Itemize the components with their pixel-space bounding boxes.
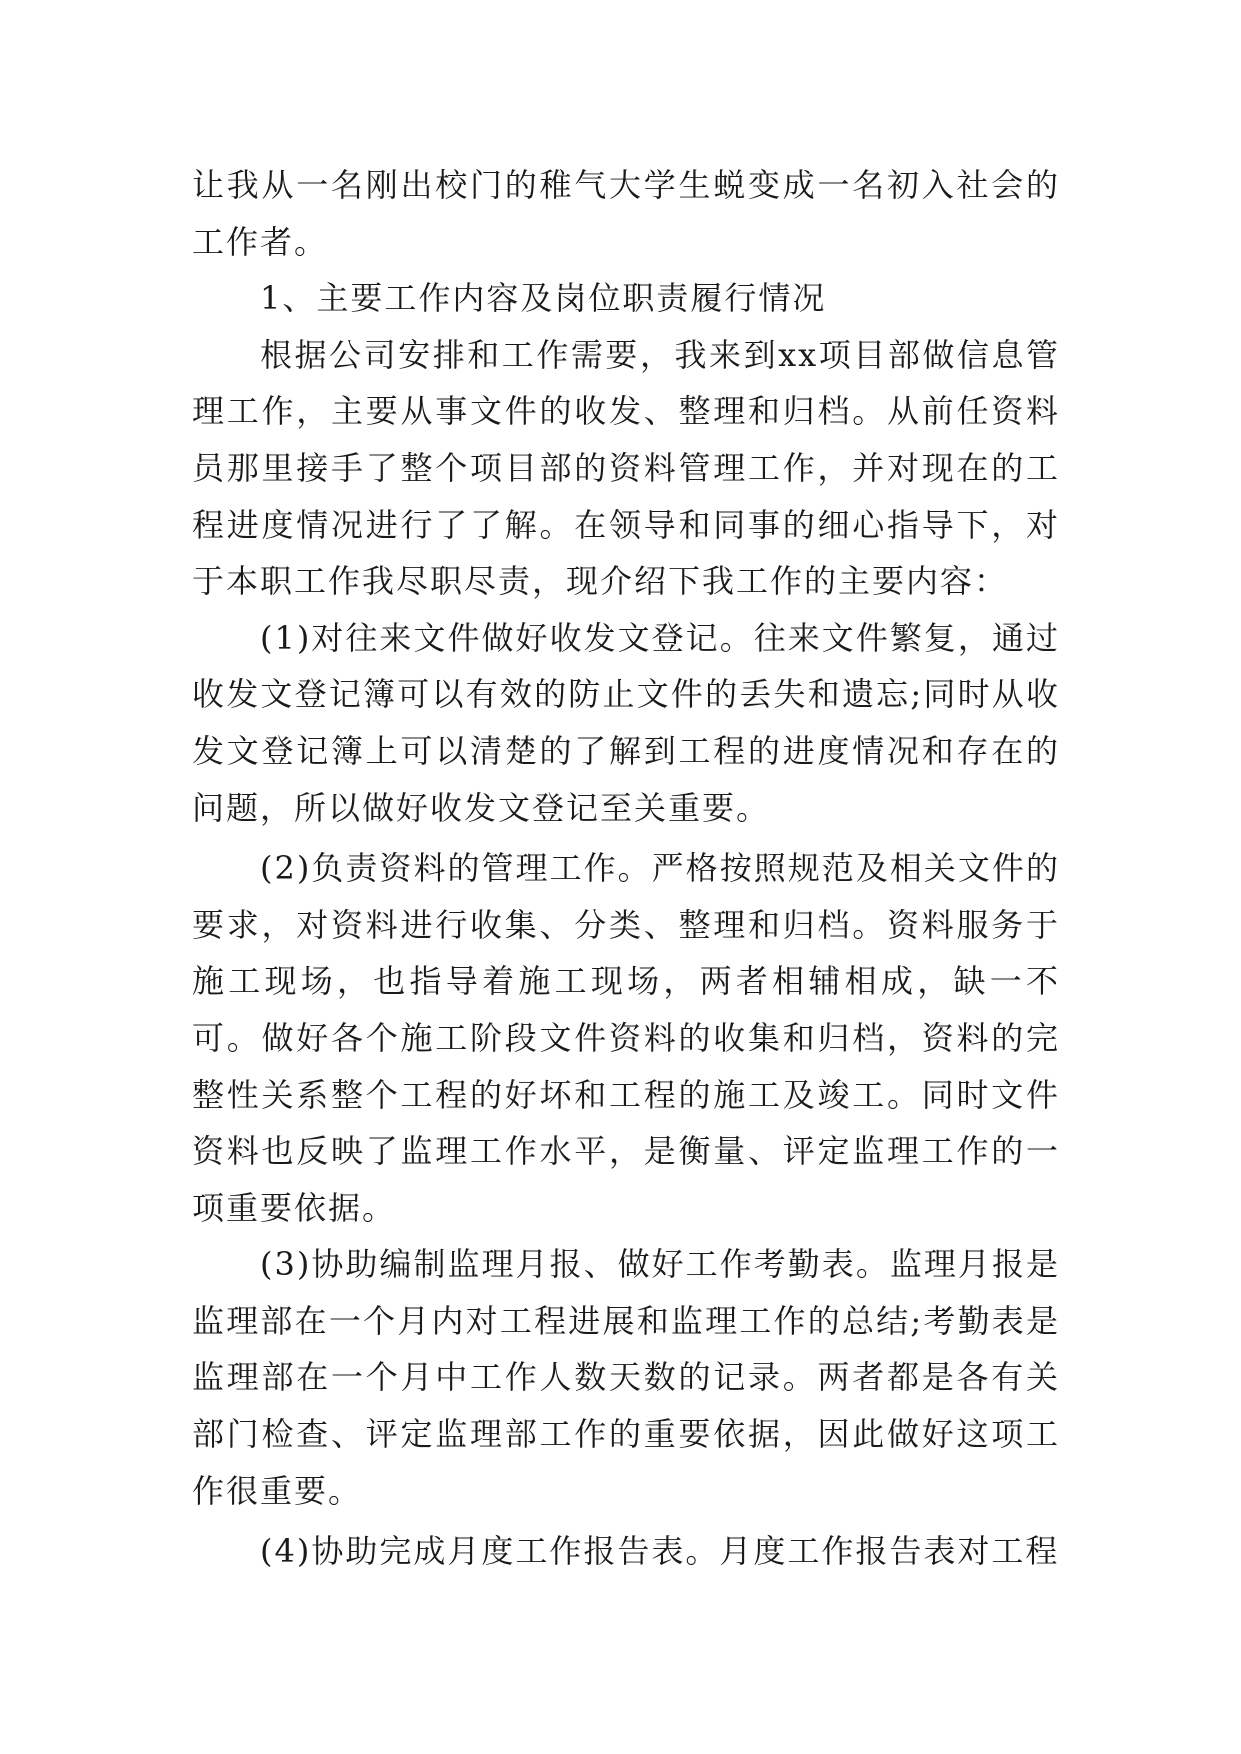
paragraph-item-3: (3)协助编制监理月报、做好工作考勤表。监理月报是监理部在一个月内对工程进展和监理工作的总结;考勤表是监理部在一个月中工作人数天数的记录。两者都是各有关部门检查、评定监理部工作的重要依据，因此做好这项工作很重要。 xyxy=(192,1245,1060,1510)
paragraph-continuation: 让我从一名刚出校门的稚气大学生蜕变成一名初入社会的工作者。 xyxy=(192,166,1060,261)
paragraph-item-1: (1)对往来文件做好收发文登记。往来文件繁复，通过收发文登记簿可以有效的防止文件的丢失和遗忘;同时从收发文登记簿上可以清楚的了解到工程的进度情况和存在的问题，所以做好收发文登记至关重要。 xyxy=(192,618,1060,827)
paragraph-intro: 根据公司安排和工作需要，我来到xx项目部做信息管理工作，主要从事文件的收发、整理和归档。从前任资料员那里接手了整个项目部的资料管理工作，并对现在的工程进度情况进行了了解。在领导和同事的细心指导下，对于本职工作我尽职尽责，现介绍下我工作的主要内容： xyxy=(192,335,1060,601)
document-body xyxy=(192,157,1060,1580)
paragraph-item-2: (2)负责资料的管理工作。严格按照规范及相关文件的要求，对资料进行收集、分类、整理和归档。资料服务于施工现场，也指导着施工现场，两者相辅相成，缺一不可。做好各个施工阶段文件资料的收集和归档，资料的完整性关系整个工程的好坏和工程的施工及竣工。同时文件资料也反映了监理工作水平，是衡量、评定监理工作的一项重要依据。 xyxy=(192,849,1060,1227)
paragraph-item-4: (4)协助完成月度工作报告表。月度工作报告表对工程 xyxy=(260,1532,1060,1571)
section-heading: 1、主要工作内容及岗位职责履行情况 xyxy=(260,279,827,318)
